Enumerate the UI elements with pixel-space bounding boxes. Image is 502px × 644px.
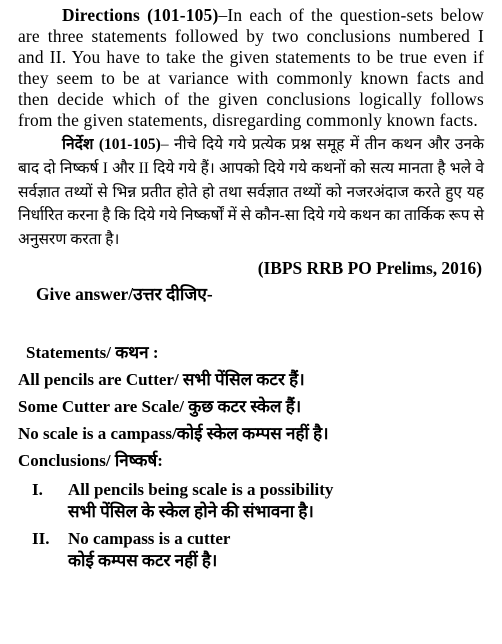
directions-hindi: [18, 131, 484, 252]
conclusion-2-english: No campass is a cutter: [68, 528, 231, 548]
statements-heading: Statements/ कथन :: [26, 342, 159, 362]
directions-label: Directions (101-105): [62, 5, 219, 25]
conclusion-2-hindi: कोई कम्पस कटर नहीं है।: [68, 550, 218, 570]
directions-text: –In each of the question-sets below are three statements followed by two conclusions numbered I and II. You have to take the given statements to be true even if they seem to be at variance with commonly known facts and then decide which of the given conclusions logically follows from the given statements, disregarding commonly known facts.: [18, 5, 484, 130]
conclusions-heading: Conclusions/ निष्कर्ष:: [18, 450, 163, 470]
statement-1: All pencils are Cutter/ सभी पेंसिल कटर हैं।: [18, 369, 305, 389]
statement-2: Some Cutter are Scale/ कुछ कटर स्केल हैं।: [18, 396, 302, 416]
conclusion-1: [18, 479, 484, 523]
conclusion-1-hindi: सभी पेंसिल के स्केल होने की संभावना है।: [68, 501, 314, 521]
statements-block: [18, 339, 484, 474]
statement-3: No scale is a campass/कोई स्केल कम्पस नहीं है।: [18, 423, 329, 443]
conclusion-2: [18, 528, 484, 572]
directions-hindi-label: निर्देश (101-105): [62, 136, 161, 153]
conclusion-1-number: I.: [32, 479, 43, 499]
directions-english: [18, 0, 484, 131]
conclusion-1-english: All pencils being scale is a possibility: [68, 479, 334, 499]
directions-hindi-text: – नीचे दिये गये प्रत्येक प्रश्न समूह में तीन कथन और उनके बाद दो निष्कर्ष I और II दिये गये हैं। आपको दिये गये कथनों को सत्य मानता है भले वे सर्वज्ञात तथ्यों से भिन्न प्रतीत होते हो तथा सर्वज्ञात तथ्यों को नजरअंदाज करते हुए यह निर्धारित करना है कि दिये गये निष्कर्षों में से कौन-सा दिये गये कथन का तार्किक रूप से अनुसरण करता है।: [18, 136, 484, 249]
give-answer-heading: Give answer/उत्तर दीजिए-: [36, 283, 213, 304]
exam-source: (IBPS RRB PO Prelims, 2016): [257, 257, 482, 278]
conclusion-2-number: II.: [32, 528, 50, 548]
